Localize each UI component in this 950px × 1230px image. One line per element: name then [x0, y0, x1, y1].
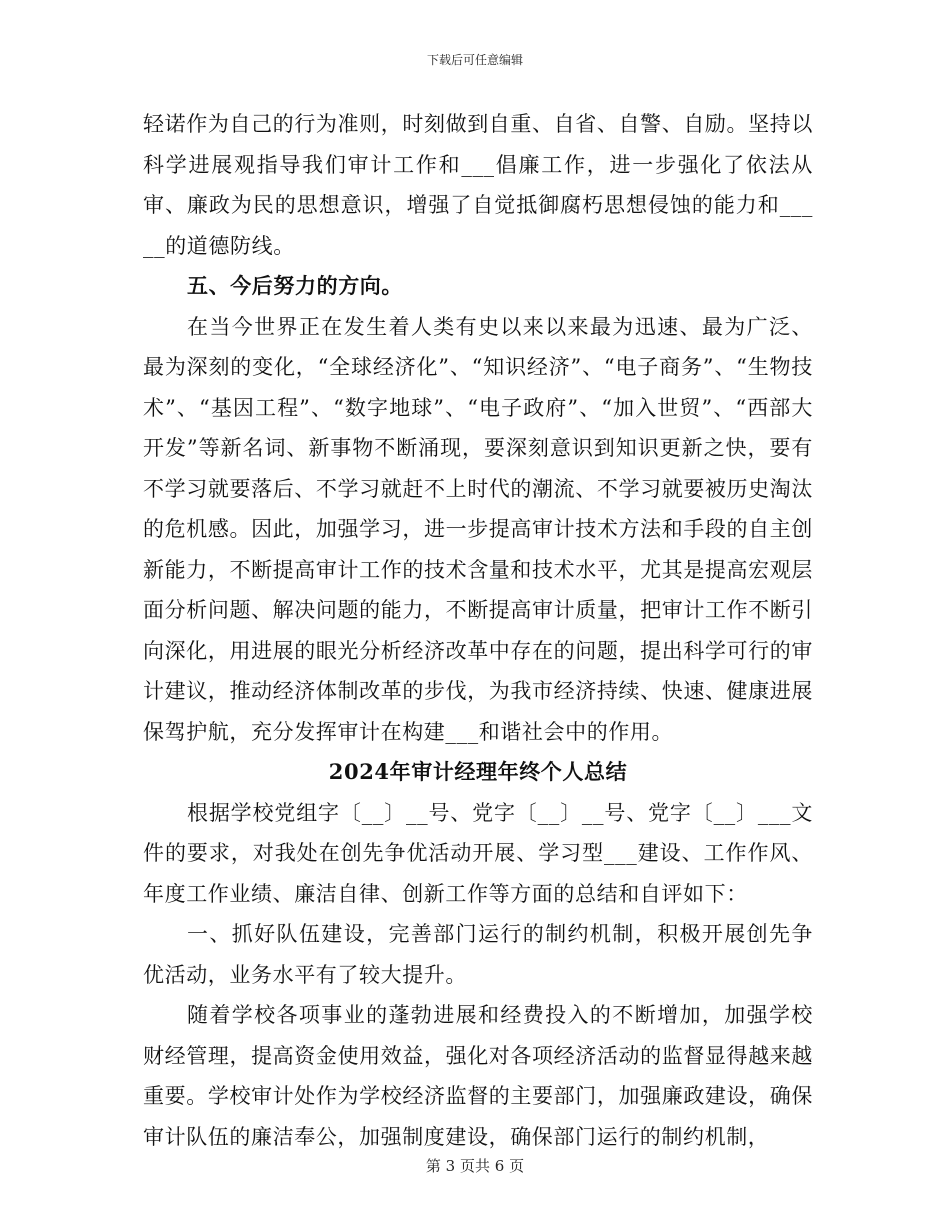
page-number-footer: 第 3 页共 6 页	[425, 1157, 525, 1175]
paragraph-section-one: 一、抓好队伍建设，完善部门运行的制约机制，积极开展创先争优活动，业务水平有了较大提升。	[143, 922, 813, 987]
paragraph-intro: 根据学校党组字〔__〕__号、党字〔__〕__号、党字〔__〕___文件的要求，对我处在创先争优活动开展、学习型___建设、工作作风、年度工作业绩、廉洁自律、创新工作等方面的总结和自评如下：	[143, 800, 813, 906]
document-title: 2024年审计经理年终个人总结	[328, 759, 628, 784]
section-heading-future-direction: 五、今后努力的方向。	[187, 273, 403, 298]
document-body	[143, 104, 813, 1157]
page-header-note: 下载后可任意编辑	[426, 53, 523, 67]
paragraph-future-direction: 在当今世界正在发生着人类有史以来以来最为迅速、最为广泛、最为深刻的变化，“全球经济化”、“知识经济”、“电子商务”、“生物技术”、“基因工程”、“数字地球”、“电子政府”、“加入世贸”、“西部大开发”等新名词、新事物不断涌现，要深刻意识到知识更新之快，要有不学习就要落后、不学习就赶不上时代的潮流、不学习就要被历史淘汰的危机感。因此，加强学习，进一步提高审计技术方法和手段的自主创新能力，不断提高审计工作的技术含量和技术水平，尤其是提高宏观层面分析问题、解决问题的能力，不断提高审计质量，把审计工作不断引向深化，用进展的眼光分析经济改革中存在的问题，提出科学可行的审计建议，推动经济体制改革的步伐，为我市经济持续、快速、健康进展保驾护航，充分发挥审计在构建___和谐社会中的作用。	[143, 314, 813, 744]
paragraph-growth: 随着学校各项事业的蓬勃进展和经费投入的不断增加，加强学校财经管理，提高资金使用效益，强化对各项经济活动的监督显得越来越重要。学校审计处作为学校经济监督的主要部门，加强廉政建设，确保审计队伍的廉洁奉公，加强制度建设，确保部门运行的制约机制，	[143, 1003, 813, 1149]
paragraph-continuation: 轻诺作为自己的行为准则，时刻做到自重、自省、自警、自励。坚持以科学进展观指导我们审计工作和___倡廉工作，进一步强化了依法从审、廉政为民的思想意识，增强了自觉抵御腐朽思想侵蚀的能力和_____的道德防线。	[143, 112, 813, 258]
